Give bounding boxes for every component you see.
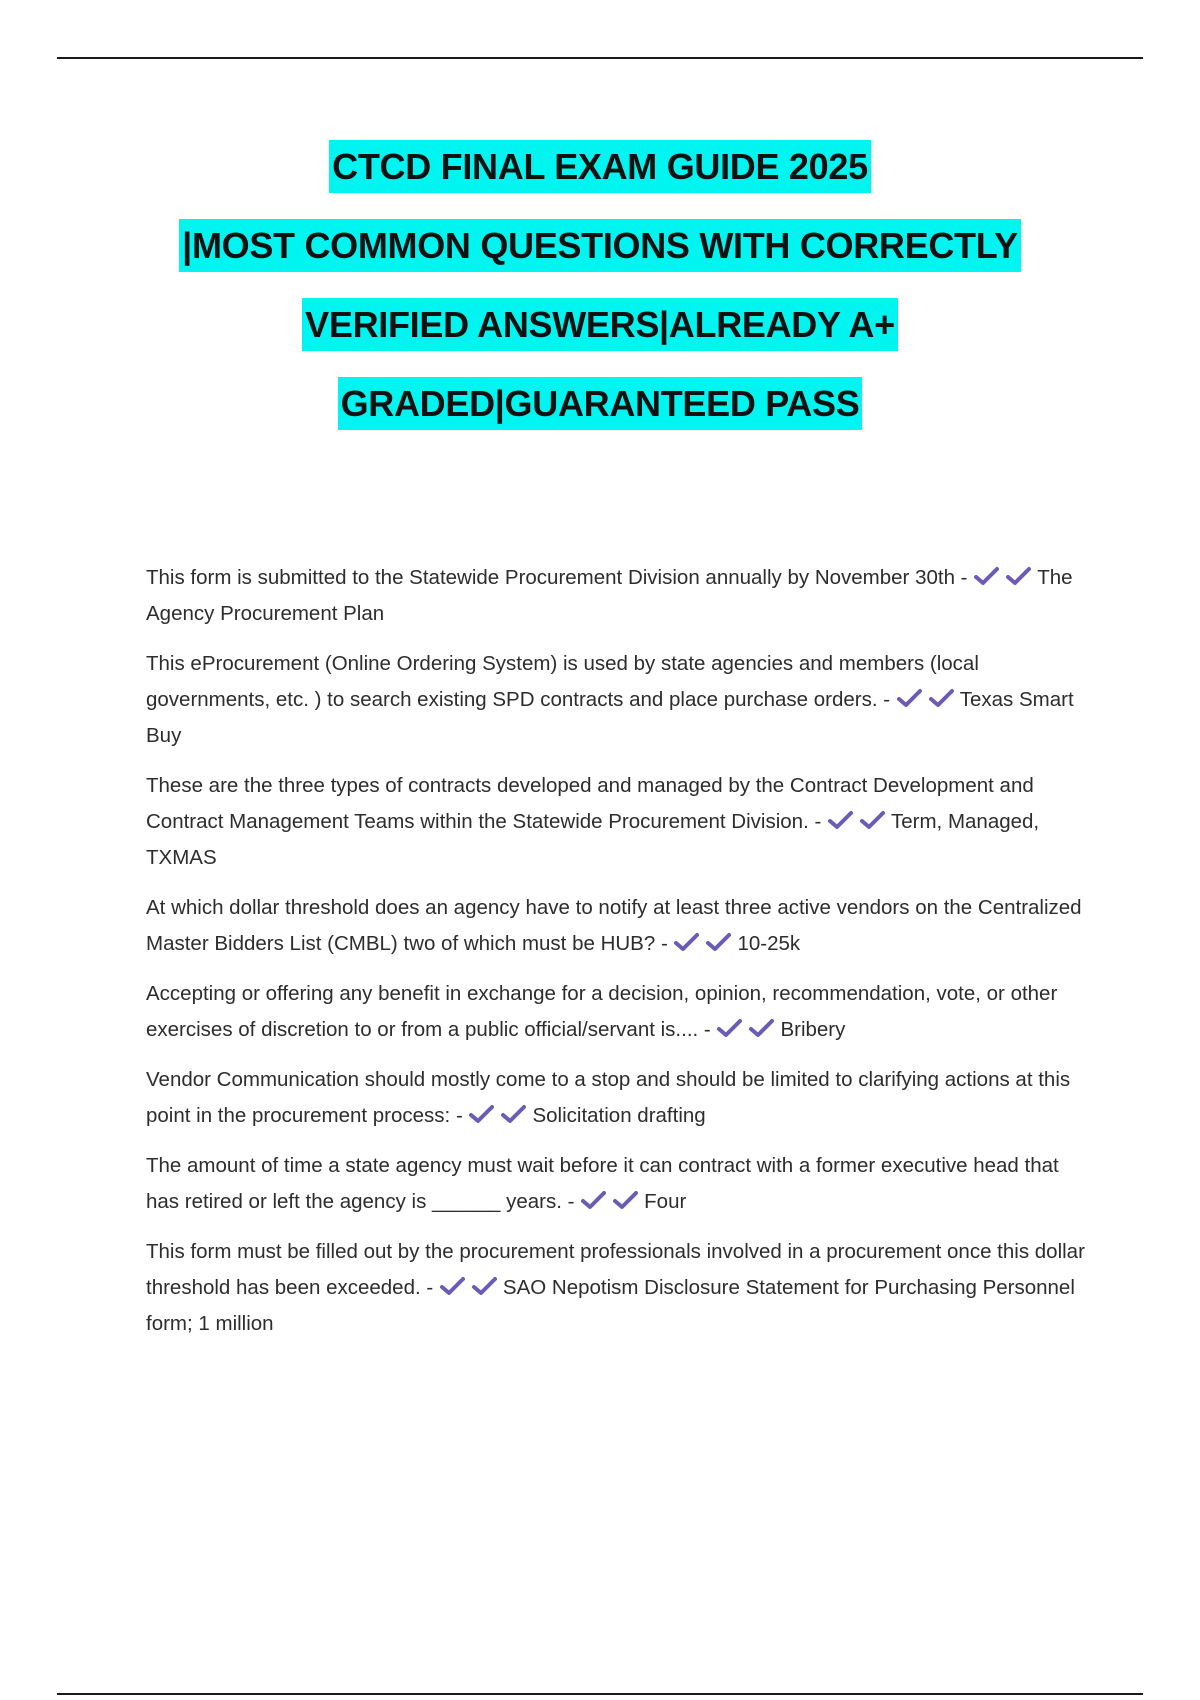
top-rule xyxy=(57,57,1143,59)
title-line xyxy=(0,140,1200,193)
question-text: This eProcurement (Online Ordering System) is used by state agencies and members (local governments, etc. ) to search existing SPD contracts and place purchase orders. xyxy=(146,652,979,711)
title-line xyxy=(0,377,1200,430)
answer-text: Term, Managed, TXMAS xyxy=(146,810,1040,869)
checkmark-icon xyxy=(500,1103,528,1125)
title-line xyxy=(0,298,1200,351)
answer-text: 10-25k xyxy=(737,932,801,955)
checkmark-icon xyxy=(673,931,701,953)
title-line-text: CTCD FINAL EXAM GUIDE 2025 xyxy=(329,140,871,193)
separator: - xyxy=(698,1018,717,1041)
answer-text: SAO Nepotism Disclosure Statement for Purchasing Personnel form; 1 million xyxy=(146,1276,1075,1335)
qa-item xyxy=(146,890,1096,962)
checkmark-icon xyxy=(612,1189,640,1211)
qa-item xyxy=(146,768,1096,876)
question-text: The amount of time a state agency must wait before it can contract with a former executive head that has retired or left the agency is ______ years. xyxy=(146,1154,1059,1213)
question-text: This form must be filled out by the procurement professionals involved in a procurement once this dollar threshold has been exceeded. xyxy=(146,1240,1085,1299)
answer-text: The Agency Procurement Plan xyxy=(146,566,1073,625)
checkmark-icon xyxy=(827,809,855,831)
checkmark-icon xyxy=(580,1189,608,1211)
answer-text: Bribery xyxy=(780,1018,846,1041)
separator: - xyxy=(655,932,674,955)
qa-item xyxy=(146,1062,1096,1134)
title-line-text: |MOST COMMON QUESTIONS WITH CORRECTLY xyxy=(179,219,1021,272)
qa-list xyxy=(146,560,1096,1356)
title-line-text: GRADED|GUARANTEED PASS xyxy=(338,377,863,430)
separator: - xyxy=(808,810,827,833)
separator: - xyxy=(450,1104,469,1127)
separator: - xyxy=(877,688,896,711)
separator: - xyxy=(954,566,974,589)
separator: - xyxy=(561,1190,581,1213)
checkmark-icon xyxy=(439,1275,467,1297)
bottom-rule xyxy=(57,1693,1143,1695)
checkmark-icon xyxy=(748,1017,776,1039)
question-text: At which dollar threshold does an agency have to notify at least three active vendors on the Centralized Master Bidders List (CMBL) two of which must be HUB? xyxy=(146,896,1082,955)
separator: - xyxy=(420,1276,439,1299)
checkmark-icon xyxy=(705,931,733,953)
qa-item xyxy=(146,976,1096,1048)
qa-item xyxy=(146,646,1096,754)
checkmark-icon xyxy=(928,687,956,709)
checkmark-icon xyxy=(973,565,1001,587)
answer-text: Texas Smart Buy xyxy=(146,688,1074,747)
checkmark-icon xyxy=(471,1275,499,1297)
checkmark-icon xyxy=(859,809,887,831)
answer-text: Solicitation drafting xyxy=(532,1104,706,1127)
checkmark-icon xyxy=(468,1103,496,1125)
question-text: Accepting or offering any benefit in exchange for a decision, opinion, recommendation, vote, or other exercises of discretion to or from a public official/servant is.... xyxy=(146,982,1058,1041)
title-line xyxy=(0,219,1200,272)
checkmark-icon xyxy=(716,1017,744,1039)
checkmark-icon xyxy=(896,687,924,709)
question-text: Vendor Communication should mostly come to a stop and should be limited to clarifying actions at this point in the procurement process: xyxy=(146,1068,1071,1127)
qa-item xyxy=(146,1234,1096,1342)
qa-item xyxy=(146,560,1096,632)
answer-text: Four xyxy=(644,1190,687,1213)
title-line-text: VERIFIED ANSWERS|ALREADY A+ xyxy=(302,298,898,351)
question-text: These are the three types of contracts developed and managed by the Contract Development and Contract Management Teams within the Statewide Procurement Division. xyxy=(146,774,1034,833)
checkmark-icon xyxy=(1005,565,1033,587)
document-title xyxy=(0,140,1200,456)
qa-item xyxy=(146,1148,1096,1220)
question-text: This form is submitted to the Statewide Procurement Division annually by November 30th xyxy=(146,566,955,589)
